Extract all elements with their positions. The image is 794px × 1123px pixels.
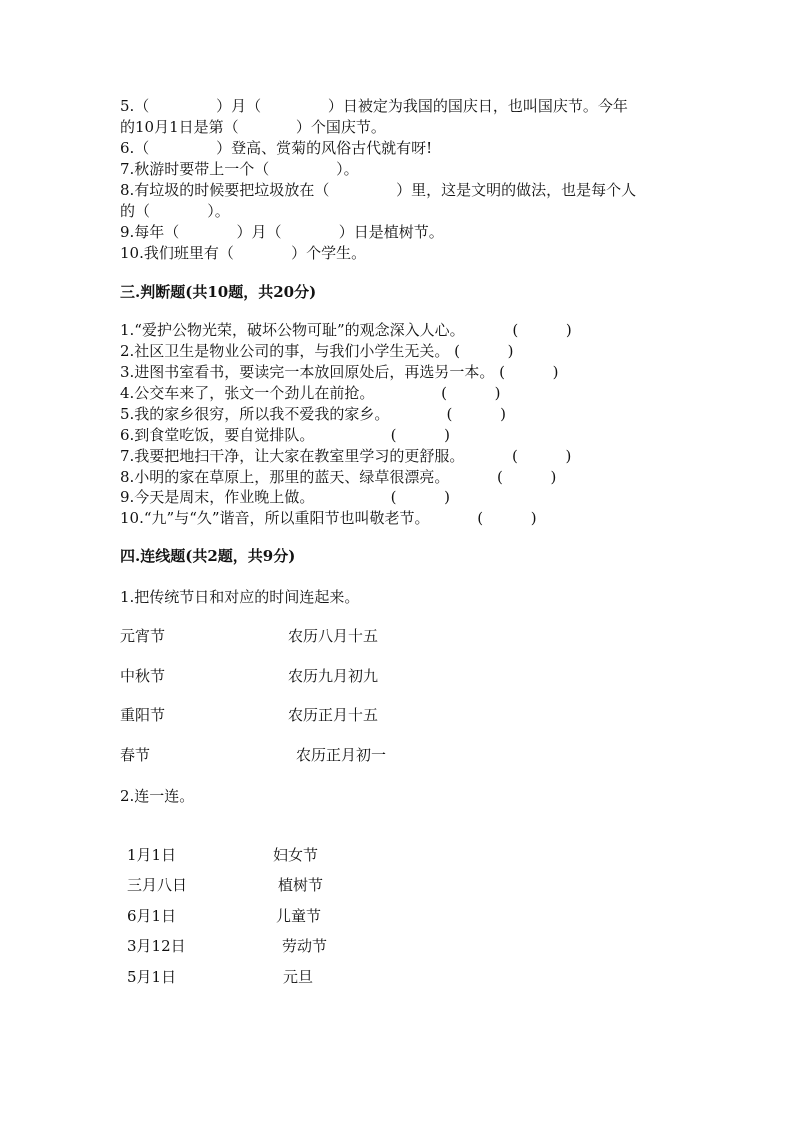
match-q1-right-4: 农历正月初一 xyxy=(296,746,387,764)
match-q2-right-2: 植树节 xyxy=(278,876,324,894)
judge-item-2: 2.社区卫生是物业公司的事，与我们小学生无关。 ( ) xyxy=(120,342,514,360)
match-q2-prompt: 2.连一连。 xyxy=(120,787,195,805)
fill-blank-q10: 10.我们班里有（ ）个学生。 xyxy=(120,244,367,262)
fill-blank-q6: 6.（ ）登高、赏菊的风俗古代就有呀! xyxy=(120,139,433,157)
match-q2-left-3: 6月1日 xyxy=(127,907,177,925)
match-q1-prompt: 1.把传统节日和对应的时间连起来。 xyxy=(120,588,360,606)
judge-item-1: 1.“爱护公物光荣，破坏公物可耻”的观念深入人心。 ( ) xyxy=(120,321,572,339)
section4-heading: 四.连线题(共2题，共9分) xyxy=(120,547,296,565)
fill-blank-q8-line1: 8.有垃圾的时候要把垃圾放在（ ）里，这是文明的做法，也是每个人 xyxy=(120,181,637,199)
match-q1-left-2: 中秋节 xyxy=(120,667,166,685)
fill-blank-q5-line2: 的10月1日是第（ ）个国庆节。 xyxy=(120,118,386,136)
match-q1-right-2: 农历九月初九 xyxy=(288,667,379,685)
judge-item-3: 3.进图书室看书，要读完一本放回原处后，再选另一本。 ( ) xyxy=(120,363,559,381)
fill-blank-q9: 9.每年（ ）月（ ）日是植树节。 xyxy=(120,223,444,241)
match-q2-right-4: 劳动节 xyxy=(282,937,328,955)
match-q1-left-1: 元宵节 xyxy=(120,627,166,645)
fill-blank-q8-line2: 的（ ）。 xyxy=(120,202,230,220)
match-q1-left-4: 春节 xyxy=(120,746,151,764)
judge-item-7: 7.我要把地扫干净，让大家在教室里学习的更舒服。 ( ) xyxy=(120,447,572,465)
judge-item-10: 10.“九”与“久”谐音，所以重阳节也叫敬老节。 ( ) xyxy=(120,509,537,527)
match-q1-right-3: 农历正月十五 xyxy=(288,706,379,724)
judge-item-4: 4.公交车来了，张文一个劲儿在前抢。 ( ) xyxy=(120,384,501,402)
judge-item-6: 6.到食堂吃饭，要自觉排队。 ( ) xyxy=(120,426,450,444)
match-q1-right-1: 农历八月十五 xyxy=(288,627,379,645)
match-q2-left-2: 三月八日 xyxy=(127,876,188,894)
match-q2-left-1: 1月1日 xyxy=(127,846,177,864)
match-q2-left-5: 5月1日 xyxy=(127,968,177,986)
match-q2-right-1: 妇女节 xyxy=(273,846,319,864)
judge-item-5: 5.我的家乡很穷，所以我不爱我的家乡。 ( ) xyxy=(120,405,506,423)
judge-item-9: 9.今天是周末，作业晚上做。 ( ) xyxy=(120,488,450,506)
fill-blank-q5-line1: 5.（ ）月（ ）日被定为我国的国庆日，也叫国庆节。今年 xyxy=(120,97,628,115)
judge-item-8: 8.小明的家在草原上，那里的蓝天、绿草很漂亮。 ( ) xyxy=(120,468,557,486)
match-q2-left-4: 3月12日 xyxy=(127,937,186,955)
match-q1-left-3: 重阳节 xyxy=(120,706,166,724)
match-q2-right-5: 元旦 xyxy=(283,968,314,986)
fill-blank-q7: 7.秋游时要带上一个（ ）。 xyxy=(120,160,359,178)
section3-heading: 三.判断题(共10题，共20分) xyxy=(120,283,317,301)
match-q2-right-3: 儿童节 xyxy=(276,907,322,925)
